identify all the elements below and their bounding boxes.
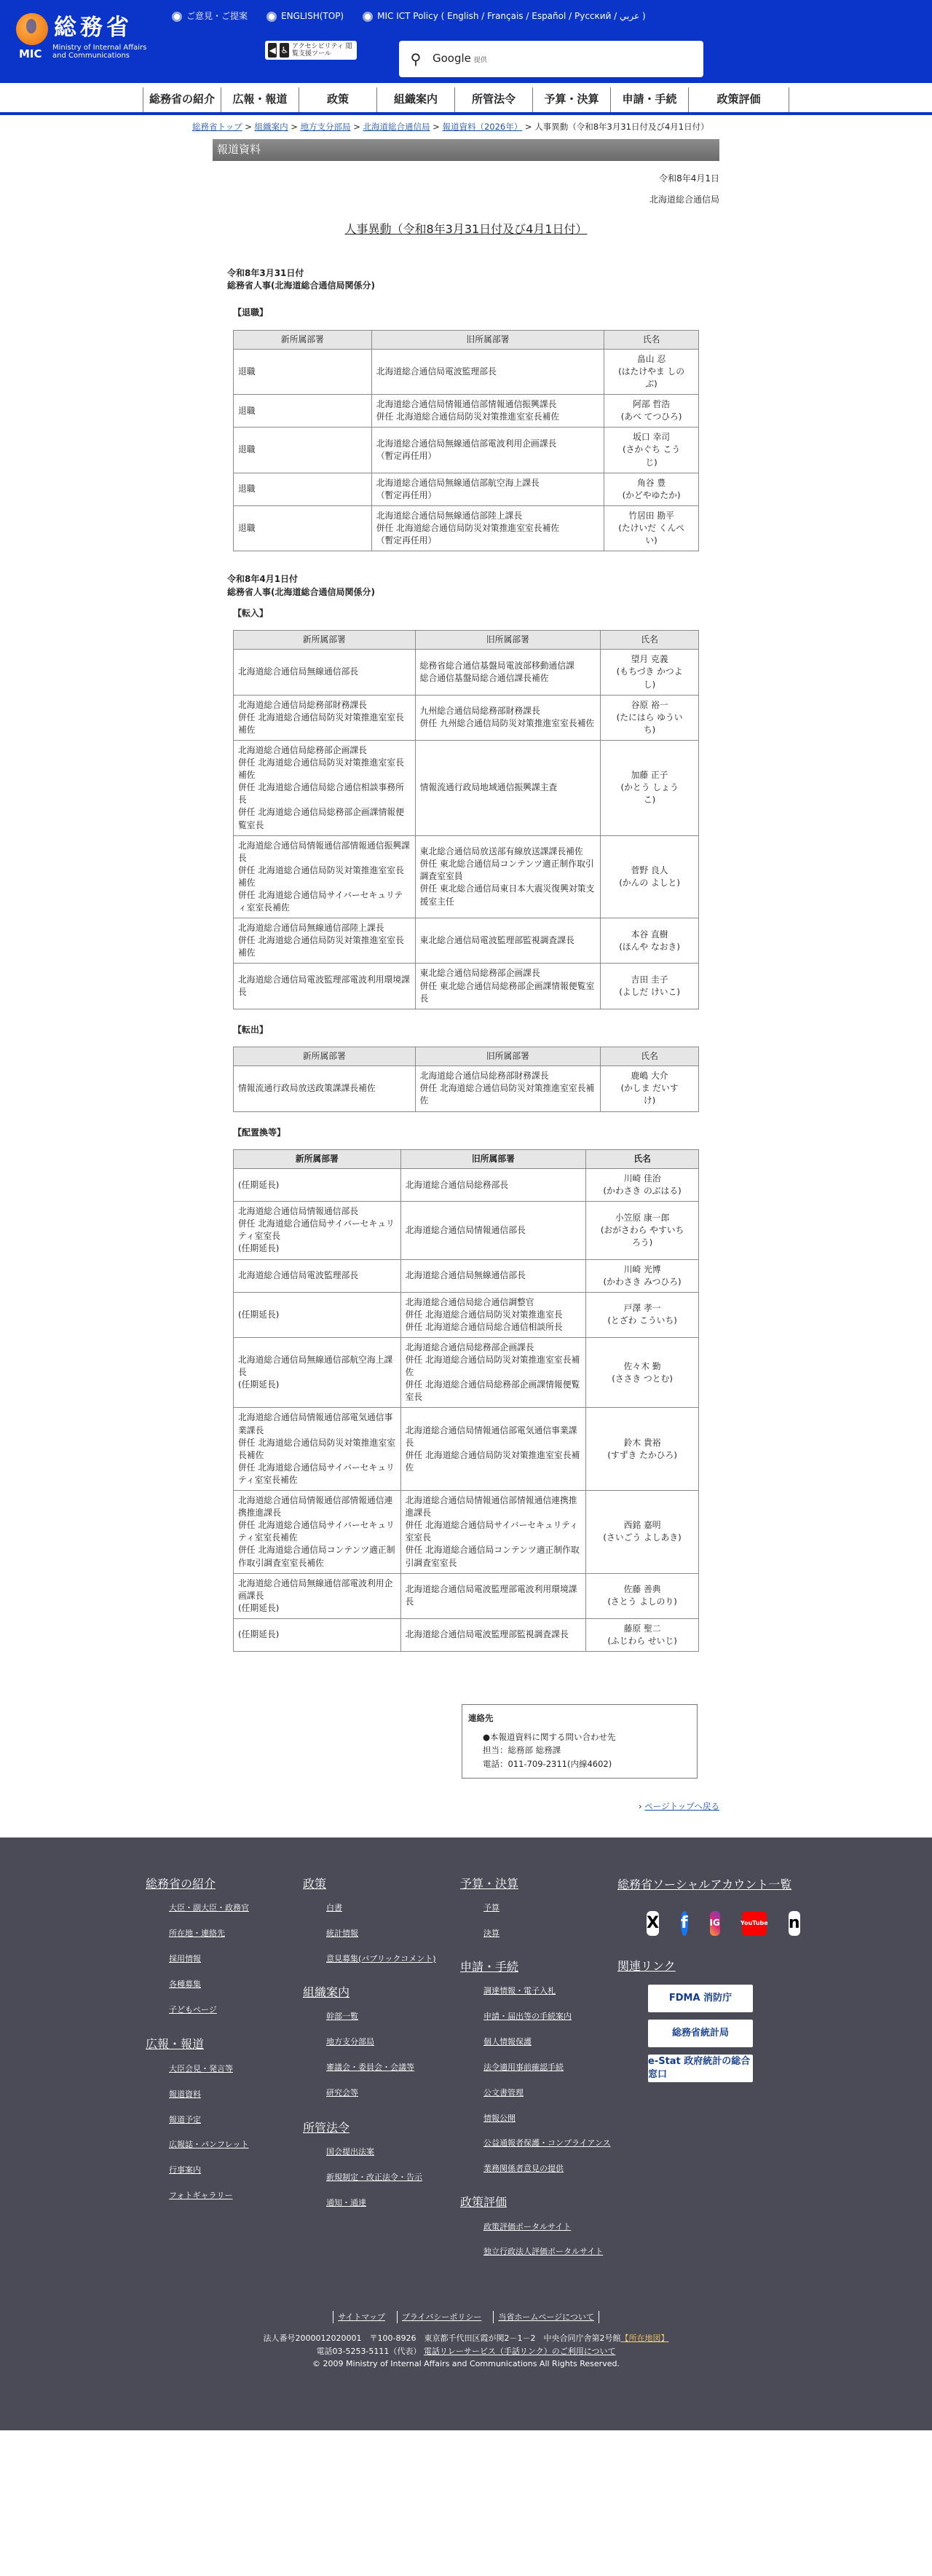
sitemap-link[interactable]: サイトマップ (333, 2311, 385, 2324)
cell-old-post: 北海道総合通信局無線通信部陸上課長 併任 北海道総合通信局防災対策推進室室長補佐 （暫定再任用） (371, 505, 604, 551)
cell-old-post: 北海道総合通信局電波監理部監視調査課長 (400, 1618, 586, 1651)
cell-old-post: 北海道総合通信局電波監理部電波利用環境課長 (400, 1573, 586, 1618)
table-row (234, 428, 699, 473)
cell-old-post: 北海道総合通信局無線通信部航空海上課長 （暫定再任用） (371, 473, 604, 505)
footer-link[interactable]: 情報公開 (483, 2113, 516, 2123)
cell-name: 藤原 聖二 (ふじわら せいじ) (586, 1618, 699, 1651)
contact-line: 担当：総務部 総務課 (483, 1745, 561, 1756)
footer-link[interactable]: 統計情報 (326, 1928, 358, 1938)
footer-link[interactable]: 業務関係者意見の提供 (483, 2164, 564, 2174)
fdma-banner[interactable]: FDMA 消防庁 (648, 1985, 753, 2012)
cell-new-post: 北海道総合通信局無線通信部電波利用企画課長 (任期延長) (234, 1573, 401, 1618)
cell-new-post: (任期延長) (234, 1292, 401, 1337)
footer-heading[interactable]: 政策 (303, 1876, 327, 1891)
reassign-label: 【配置換等】 (233, 1127, 286, 1138)
part1-heading: 令和8年3月31日付 総務省人事(北海道総合通信局関係分) (227, 267, 375, 291)
table-row (234, 505, 699, 551)
radio-icon (363, 12, 373, 22)
cell-name: 竹居田 勘平 (たけいだ くんぺ い) (604, 505, 699, 551)
press-date: 令和8年4月1日 (659, 173, 719, 184)
footer-link[interactable]: 各種募集 (169, 1979, 201, 1989)
breadcrumb-link[interactable]: 北海道総合通信局 (363, 122, 430, 132)
cell-name: 小笠原 康一郎 (おがさわら やすいち ろう) (586, 1202, 699, 1259)
reassign-table (233, 1149, 699, 1652)
footer-link[interactable]: フォトギャラリー (169, 2191, 233, 2201)
cell-old-post: 北海道総合通信局総務部財務課長 併任 北海道総合通信局防災対策推進室室長補佐 (415, 1066, 601, 1111)
footer-link[interactable]: 新規制定・改正法令・告示 (326, 2172, 422, 2182)
breadcrumb-link[interactable]: 組織案内 (254, 122, 288, 132)
footer-col-4 (617, 1875, 800, 2090)
cell-name: 鈴木 貴裕 (すずき たかひろ) (586, 1408, 699, 1491)
section-header: 報道資料 (213, 139, 719, 161)
cell-old-post: 北海道総合通信局情報通信部電気通信事業課長 併任 北海道総合通信局防災対策推進室室長補佐 (400, 1408, 586, 1491)
table-row (234, 395, 699, 428)
cell-name: 角谷 豊 (かどやゆたか) (604, 473, 699, 505)
col-old: 旧所属部署 (400, 1149, 586, 1168)
address-text: 法人番号2000012020001 〒100-8926 東京都千代田区霞が関2－1－2 中央合同庁舎第2号館 (263, 2333, 621, 2344)
footer-link[interactable]: 地方支分部局 (326, 2036, 374, 2047)
cell-old-post: 北海道総合通信局無線通信部電波利用企画課長 （暫定再任用） (371, 428, 604, 473)
retire-label: 【退職】 (233, 307, 269, 318)
col-name: 氏名 (601, 1047, 699, 1066)
footer-col-3 (460, 1875, 611, 2272)
cell-old-post: 北海道総合通信局総務部企画課長 併任 北海道総合通信局防災対策推進室室長補佐 併任 北海道総合通信局総務部企画課情報便覧室長 (400, 1338, 586, 1408)
footer-link[interactable]: 研究会等 (326, 2087, 358, 2098)
footer-col-2 (303, 1875, 435, 2223)
search-input[interactable]: Google 提供 (433, 52, 487, 66)
ict-policy-link[interactable]: MIC ICT Policy ( English / Français / Español / Русский / عربي ) (363, 10, 646, 23)
site-logo[interactable] (16, 9, 154, 58)
nav-policy[interactable]: 政策 (299, 87, 376, 112)
table-row (234, 740, 699, 835)
contact-heading: 連絡先 (468, 1713, 494, 1724)
footer-link[interactable]: 広報誌・パンフレット (169, 2140, 249, 2150)
footer-link[interactable]: 法令適用事前確認手続 (483, 2062, 564, 2072)
footer-heading[interactable]: 予算・決算 (460, 1876, 519, 1891)
footer-link[interactable]: 採用情報 (169, 1953, 201, 1963)
table-row (234, 918, 699, 964)
cell-new-post: 北海道総合通信局無線通信部陸上課長 併任 北海道総合通信局防災対策推進室室長補佐 (234, 918, 416, 964)
footer-link[interactable]: 意見募集(パブリックコメント) (326, 1953, 436, 1963)
cell-name: 川崎 光博 (かわさき みつひろ) (586, 1259, 699, 1292)
cell-old-post: 東北総合通信局電波監理部監視調査課長 (415, 918, 601, 964)
cell-name: 加藤 正子 (かとう しょう こ) (601, 740, 699, 835)
table-row (234, 964, 699, 1009)
footer-heading[interactable]: 総務省の紹介 (146, 1876, 216, 1891)
cell-old-post: 北海道総合通信局情報通信部情報通信振興課長 併任 北海道総合通信局防災対策推進室室長補佐 (371, 395, 604, 428)
cell-new-post: 北海道総合通信局総務部財務課長 併任 北海道総合通信局防災対策推進室室長補佐 (234, 695, 416, 740)
global-nav (0, 83, 932, 115)
map-link[interactable]: 【所在地図】 (620, 2333, 669, 2344)
footer-link[interactable]: 幹部一覧 (326, 2011, 358, 2021)
footer-link[interactable]: 政策評価ポータルサイト (483, 2221, 572, 2232)
contact-line: 電話：011-709-2311(内線4602) (483, 1758, 612, 1769)
search-icon[interactable]: ⚲ (410, 50, 422, 68)
part2-heading: 令和8年4月1日付 総務省人事(北海道総合通信局関係分) (227, 574, 375, 597)
copyright: © 2009 Ministry of Internal Affairs and Communications All Rights Reserved. (312, 2359, 620, 2369)
cell-old-post: 総務省総合通信基盤局電波部移動通信課 総合通信基盤局総合通信課長補佐 (415, 650, 601, 695)
footer-link[interactable]: 公益通報者保護・コンプライアンス (483, 2138, 611, 2148)
footer-col-1 (146, 1875, 249, 2216)
cell-name: 佐々木 勤 (ささき つとむ) (586, 1338, 699, 1408)
col-new: 新所属部署 (234, 1047, 416, 1066)
cell-new-post: 北海道総合通信局無線通信部航空海上課長 (任期延長) (234, 1338, 401, 1408)
transfer-out-label: 【転出】 (233, 1024, 269, 1035)
radio-icon (266, 12, 277, 22)
col-new: 新所属部署 (234, 330, 372, 349)
footer-link[interactable]: 申請・届出等の手続案内 (483, 2011, 572, 2021)
footer-link[interactable]: 決算 (483, 1928, 499, 1938)
logo-text-mic: MIC (19, 47, 42, 60)
cell-old-post: 北海道総合通信局情報通信部情報通信連携推進課長 併任 北海道総合通信局サイバーセキュリティ室室長 併任 北海道総合通信局コンテンツ適正制作取引調査室室長 (400, 1491, 586, 1574)
cell-name: 西銘 嘉明 (さいごう よしあき) (586, 1491, 699, 1574)
footer-link[interactable]: 調達情報・電子入札 (483, 1985, 556, 1996)
table-row (234, 1618, 699, 1651)
table-row (234, 1338, 699, 1408)
cell-new-post: 北海道総合通信局情報通信部情報通信連携推進課長 併任 北海道総合通信局サイバーセキュリティ室室長補佐 併任 北海道総合通信局コンテンツ適正制作取引調査室室長補佐 (234, 1491, 401, 1574)
footer-link[interactable]: 大臣会見・発言等 (169, 2063, 233, 2073)
cell-new-post: 退職 (234, 428, 372, 473)
footer-link[interactable]: 予算 (483, 1902, 499, 1913)
cell-name: 鹿嶋 大介 (かしま だいす け) (601, 1066, 699, 1111)
footer-link[interactable]: 独立行政法人評価ポータルサイト (483, 2247, 604, 2257)
back-to-top[interactable]: › ページトップへ戻る (639, 1800, 719, 1811)
breadcrumb-link[interactable]: 地方支分部局 (300, 122, 351, 132)
cell-new-post: 退職 (234, 349, 372, 394)
stat-bureau-banner[interactable]: 総務省統計局 (648, 2020, 753, 2047)
table-row (234, 1292, 699, 1337)
cell-name: 谷原 裕一 (たにはら ゆうい ち) (601, 695, 699, 740)
logo-text-jp: 総務省 (54, 15, 133, 41)
nav-budget[interactable]: 予算・決算 (532, 87, 610, 112)
footer-link[interactable]: 子どもページ (169, 2004, 217, 2014)
phone-text: 電話03-5253-5111（代表） (316, 2346, 422, 2356)
nav-evaluation[interactable]: 政策評価 (688, 87, 789, 112)
table-row (234, 695, 699, 740)
table-row (234, 1573, 699, 1618)
cell-new-post: (任期延長) (234, 1168, 401, 1201)
social-icons (617, 1911, 800, 1936)
footer-heading[interactable]: 所管法令 (303, 2120, 350, 2135)
cell-name: 菅野 良人 (かんの よしと) (601, 835, 699, 918)
cell-new-post: 退職 (234, 473, 372, 505)
cell-old-post: 九州総合通信局総務部財務課長 併任 九州総合通信局防災対策推進室室長補佐 (415, 695, 601, 740)
cell-name: 佐藤 善典 (さとう よしのり) (586, 1573, 699, 1618)
table-row (234, 349, 699, 394)
table-row (234, 835, 699, 918)
transfer-in-table (233, 630, 699, 1009)
cell-name: 吉田 圭子 (よしだ けいこ) (601, 964, 699, 1009)
footer-heading[interactable]: 申請・手続 (460, 1959, 519, 1974)
page-title: 人事異動（令和8年3月31日付及び4月1日付） (344, 222, 588, 237)
cell-new-post: 北海道総合通信局情報通信部長 併任 北海道総合通信局サイバーセキュリティ室室長 (任期延長) (234, 1202, 401, 1259)
col-new: 新所属部署 (234, 1149, 401, 1168)
retire-table (233, 330, 699, 551)
speaker-icon: ◀ (268, 43, 277, 58)
cell-new-post: 北海道総合通信局情報通信部電気通信事業課長 併任 北海道総合通信局防災対策推進室室長補佐 併任 北海道総合通信局サイバーセキュリティ室室長補佐 (234, 1408, 401, 1491)
cell-old-post: 東北総合通信局放送部有線放送課課長補佐 併任 東北総合通信局コンテンツ適正制作取引調査室室員 併任 東北総合通信局東日本大震災復興対策支援室主任 (415, 835, 601, 918)
nav-procedures[interactable]: 申請・手続 (610, 87, 688, 112)
cell-new-post: 北海道総合通信局無線通信部長 (234, 650, 416, 695)
col-name: 氏名 (586, 1149, 699, 1168)
footer-link[interactable]: 国会提出法案 (326, 2146, 374, 2156)
table-row (234, 1408, 699, 1491)
youtube-icon[interactable]: YouTube (742, 1911, 767, 1936)
nav-organization[interactable]: 組織案内 (376, 87, 454, 112)
footer-link[interactable]: 公文書管理 (483, 2087, 524, 2098)
cell-new-post: (任期延長) (234, 1618, 401, 1651)
cell-new-post: 北海道総合通信局電波監理部長 (234, 1259, 401, 1292)
footer-link[interactable]: 行事案内 (169, 2165, 201, 2175)
cell-old-post: 北海道総合通信局無線通信部長 (400, 1259, 586, 1292)
nav-pr[interactable]: 広報・報道 (221, 87, 299, 112)
footer-link[interactable]: 報道予定 (169, 2114, 201, 2124)
related-links-heading[interactable]: 関連リンク (617, 1959, 676, 1974)
cell-old-post: 北海道総合通信局情報通信部長 (400, 1202, 586, 1259)
note-icon[interactable]: n (789, 1911, 800, 1936)
footer-link[interactable]: 白書 (326, 1902, 342, 1913)
col-old: 旧所属部署 (415, 1047, 601, 1066)
table-row (234, 1491, 699, 1574)
table-row (234, 473, 699, 505)
col-name: 氏名 (601, 631, 699, 650)
transfer-out-table (233, 1047, 699, 1111)
footer-link[interactable]: 個人情報保護 (483, 2036, 532, 2047)
cell-old-post: 北海道総合通信局総合通信調整官 併任 北海道総合通信局防災対策推進室長 併任 北海道総合通信局総合通信相談所長 (400, 1292, 586, 1337)
col-old: 旧所属部署 (371, 330, 604, 349)
radio-icon (172, 12, 182, 22)
privacy-link[interactable]: プライバシーポリシー (397, 2311, 481, 2324)
cell-old-post: 北海道総合通信局総務部長 (400, 1168, 586, 1201)
feedback-link[interactable]: ご意見・ご提案 (172, 10, 248, 23)
accessibility-label: アクセシビリティ 閲覧支援ツール (291, 43, 352, 58)
col-new: 新所属部署 (234, 631, 416, 650)
footer-heading[interactable]: 政策評価 (460, 2195, 508, 2210)
accessibility-icon: ♿ (280, 43, 288, 58)
footer-bottom (0, 2311, 932, 2371)
breadcrumb-current: 人事異動（令和8年3月31日付及び4月1日付） (534, 122, 709, 132)
x-icon[interactable]: X (647, 1911, 659, 1936)
footer-heading[interactable]: 広報・報道 (146, 2037, 205, 2052)
main-content (213, 139, 719, 1813)
accessibility-tool-button[interactable] (265, 41, 357, 60)
cell-name: 阿部 哲浩 (あべ てつひろ) (604, 395, 699, 428)
cell-name: 戸澤 孝一 (とざわ こういち) (586, 1292, 699, 1337)
site-footer (0, 1838, 932, 2430)
footer-link[interactable]: 所在地・連絡先 (169, 1928, 225, 1938)
footer-link[interactable]: 大臣・副大臣・政務官 (169, 1902, 249, 1913)
table-row (234, 650, 699, 695)
footer-link[interactable]: 通知・通達 (326, 2197, 366, 2207)
cell-new-post: 退職 (234, 505, 372, 551)
top-links (172, 10, 646, 23)
site-header (0, 0, 932, 83)
estat-banner[interactable]: e-Stat 政府統計の総合窓口 (648, 2055, 753, 2082)
cell-new-post: 北海道総合通信局総務部企画課長 併任 北海道総合通信局防災対策推進室室長補佐 併任 北海道総合通信局総合通信相談事務所長 併任 北海道総合通信局総務部企画課情報便覧室長 (234, 740, 416, 835)
footer-heading[interactable]: 組織案内 (303, 1985, 350, 1999)
logo-text-en: Ministry of Internal Affairs and Communications (52, 44, 147, 60)
press-org: 北海道総合通信局 (649, 194, 719, 205)
cell-name: 本谷 直樹 (ほんや なおき) (601, 918, 699, 964)
cell-name: 望月 克義 (もちづき かつよ し) (601, 650, 699, 695)
breadcrumb-link[interactable]: 総務省トップ (192, 122, 242, 132)
cell-new-post: 北海道総合通信局情報通信部情報通信振興課長 併任 北海道総合通信局防災対策推進室室長補佐 併任 北海道総合通信局サイバーセキュリティ室室長補佐 (234, 835, 416, 918)
facebook-icon[interactable]: f (681, 1911, 688, 1936)
contact-box (462, 1704, 698, 1779)
cell-new-post: 情報流通行政局放送政策課課長補佐 (234, 1066, 416, 1111)
english-link[interactable]: ENGLISH(TOP) (266, 10, 344, 23)
footer-link[interactable]: 審議会・委員会・会議等 (326, 2062, 414, 2072)
cell-new-post: 退職 (234, 395, 372, 428)
cell-old-post: 東北総合通信局総務部企画課長 併任 東北総合通信局総務部企画課情報便覧室長 (415, 964, 601, 1009)
footer-link[interactable]: 報道資料 (169, 2089, 201, 2099)
instagram-icon[interactable]: IG (710, 1911, 720, 1936)
site-search[interactable] (399, 41, 703, 77)
cell-old-post: 情報流通行政局地域通信振興課主査 (415, 740, 601, 835)
breadcrumb: 総務省トップ > 組織案内 > 地方支分部局 > 北海道総合通信局 > 報道資料（2026年） > 人事異動（令和8年3月31日付及び4月1日付） (192, 122, 709, 132)
table-row (234, 1202, 699, 1259)
cell-name: 川崎 佳治 (かわさき のぶはる) (586, 1168, 699, 1201)
transfer-in-label: 【転入】 (233, 607, 269, 618)
about-site-link[interactable]: 当省ホームページについて (493, 2311, 599, 2324)
nav-about[interactable]: 総務省の紹介 (143, 87, 221, 112)
social-heading[interactable]: 総務省ソーシャルアカウント一覧 (617, 1877, 792, 1891)
cell-name: 畠山 忍 (はたけやま しの ぶ) (604, 349, 699, 394)
cell-old-post: 北海道総合通信局電波監理部長 (371, 349, 604, 394)
nav-laws[interactable]: 所管法令 (454, 87, 532, 112)
col-old: 旧所属部署 (415, 631, 601, 650)
table-row (234, 1259, 699, 1292)
logo-mark (16, 13, 48, 45)
cell-new-post: 北海道総合通信局電波監理部電波利用環境課長 (234, 964, 416, 1009)
contact-line: ●本報道資料に関する問い合わせ先 (483, 1731, 616, 1742)
relay-service-link[interactable]: 電話リレーサービス（手話リンク）のご利用について (423, 2346, 616, 2356)
cell-name: 坂口 幸司 (さかぐち こう じ) (604, 428, 699, 473)
table-row (234, 1168, 699, 1201)
breadcrumb-link[interactable]: 報道資料（2026年） (442, 122, 523, 132)
col-name: 氏名 (604, 330, 699, 349)
table-row (234, 1066, 699, 1111)
